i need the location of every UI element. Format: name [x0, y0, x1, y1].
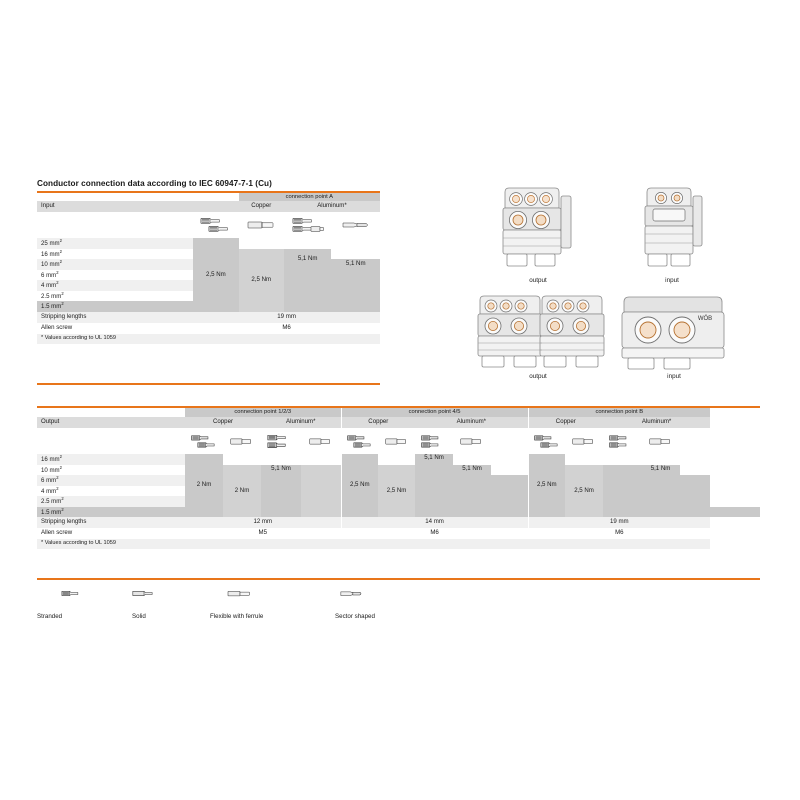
blank-cell: [680, 454, 710, 465]
value-copper-ferrule: 2,5 Nm: [251, 275, 272, 283]
spacer-cell: [37, 408, 185, 417]
page-title: Conductor connection data according to IEC 60947-7-1 (Cu): [37, 179, 272, 188]
ferrule-conductor-icon: [571, 436, 597, 447]
legend-label-ferrule: Flexible with ferrule: [210, 613, 264, 620]
legend-item-sector: [337, 588, 367, 600]
row-label: [37, 496, 185, 507]
product-bottom-right: [620, 292, 730, 377]
icon-cell-g2-alu-stranded: [415, 428, 453, 454]
solid-conductor-icon: [130, 588, 158, 600]
row-label-sup: 2: [56, 485, 59, 491]
value-g2-copper-ferrule: 2,5 Nm: [378, 465, 415, 518]
product-caption-top-left: output: [529, 277, 547, 284]
allen-label: Allen screw: [37, 323, 193, 334]
ferrule-conductor-icon: [384, 436, 410, 447]
spacer-cell: [193, 193, 238, 201]
value-g1-copper-ferrule: 2 Nm: [223, 465, 261, 518]
icon-cell-g1-copper-stranded: [185, 428, 223, 454]
row-label: [37, 249, 193, 260]
stripping-label: Stripping lengths: [37, 312, 193, 323]
row-label-text: 6 mm: [41, 477, 57, 485]
icon-cell-g1-alu-stranded: [261, 428, 301, 454]
value-g2-alu-stranded: 5,1 Nm: [415, 454, 453, 507]
stripping-value-1: 12 mm: [185, 517, 341, 528]
col-header-copper: Copper: [239, 201, 284, 212]
icon-cell-copper-ferrule: [239, 212, 284, 238]
blank-cell: [641, 454, 680, 465]
stranded-conductor-icon: [291, 215, 325, 235]
blank-cell: [223, 454, 261, 465]
spacer-cell: [37, 193, 193, 201]
table-input: [37, 193, 380, 344]
ferrule-conductor-icon: [246, 219, 276, 231]
product-top-left: [497, 186, 579, 279]
ferrule-conductor-icon: [459, 436, 485, 447]
value-alu-sector-blank: [331, 249, 380, 260]
value-g3-copper-ferrule: 2,5 Nm: [565, 465, 603, 518]
legend-item-stranded: [59, 588, 89, 600]
conductor-type-legend: [37, 588, 437, 628]
col-header-aluminum-3: Aluminum*: [603, 417, 710, 428]
group-header-connection-point-a: connection point A: [239, 193, 380, 201]
icon-cell-g3-alu-stranded: [603, 428, 641, 454]
row-label-sup: 2: [61, 496, 64, 502]
icon-cell-g2-copper-ferrule: [378, 428, 415, 454]
row-label-text: 10 mm: [41, 261, 60, 269]
product-caption-bottom-right: input: [667, 373, 681, 380]
allen-value-2: M6: [341, 528, 528, 539]
icon-cell-g1-alu-ferrule: [301, 428, 341, 454]
col-header-aluminum-1: Aluminum*: [261, 417, 341, 428]
table-output-bottom-rule: [37, 578, 760, 580]
icon-row-spacer: [37, 212, 193, 238]
allen-value: M6: [193, 323, 380, 334]
value-g3-alu-stranded: 5,1 Nm: [641, 465, 680, 518]
value-g2-copper-stranded: 2,5 Nm: [341, 454, 378, 517]
row-label: [37, 238, 193, 249]
blank-cell: [680, 465, 710, 476]
table-input-footnote: * Values according to UL 1059: [37, 334, 380, 344]
blank-cell: [491, 454, 528, 465]
row-label-sup: 2: [56, 269, 59, 275]
value-g2-alu-sector: 5,1 Nm: [453, 465, 491, 518]
value-g1-copper-stranded: 2 Nm: [185, 454, 223, 517]
group-header-cp-123: connection point 1/2/3: [185, 408, 341, 417]
stripping-label: Stripping lengths: [37, 517, 185, 528]
stranded-conductor-icon: [189, 432, 219, 451]
stranded-conductor-icon: [59, 588, 89, 600]
value-g3-copper-stranded: 2,5 Nm: [528, 454, 565, 517]
value-g1-alu-ferrule: [301, 465, 341, 518]
row-label-text: 4 mm: [41, 282, 57, 290]
product-marking: WÖB: [697, 316, 713, 322]
ferrule-conductor-icon: [308, 436, 334, 447]
value-copper-ferrule-cell: [239, 249, 284, 312]
row-label: [37, 291, 193, 302]
spacer-cell: [193, 201, 238, 212]
sector-shaped-conductor-icon: [337, 588, 367, 600]
stranded-conductor-icon: [265, 432, 297, 451]
col-header-output: Output: [37, 417, 185, 428]
row-label: [37, 465, 185, 476]
allen-value-3: M6: [528, 528, 710, 539]
group-header-cp-b: connection point B: [528, 408, 710, 417]
value-alu-sector: 5,1 Nm: [331, 259, 380, 312]
product-bottom-left: [474, 292, 608, 377]
icon-cell-g3-copper-ferrule: [565, 428, 603, 454]
icon-cell-g3-alu-ferrule: [641, 428, 680, 454]
row-label-sup: 2: [59, 464, 62, 470]
icon-cell-alu-sector: [331, 212, 380, 238]
col-header-input: Input: [37, 201, 193, 212]
icon-cell-copper-stranded: [193, 212, 238, 238]
table-input-bottom-rule: [37, 383, 380, 385]
value-alu-stranded-blank: [284, 238, 331, 249]
table-output-footnote: * Values according to UL 1059: [37, 539, 710, 549]
allen-value-1: M5: [185, 528, 341, 539]
blank-cell: [491, 465, 528, 476]
value-g3-alu-left: [603, 465, 641, 518]
row-label-text: 2.5 mm: [41, 498, 62, 506]
stranded-conductor-icon: [199, 215, 233, 235]
row-label-text: 1.5 mm: [41, 508, 62, 516]
row-label-sup: 2: [56, 475, 59, 481]
ferrule-conductor-icon: [648, 436, 674, 447]
sector-shaped-conductor-icon: [340, 219, 372, 231]
row-label-sup: 2: [59, 259, 62, 265]
terminal-block-illustration: [637, 186, 709, 274]
value-copper-ferrule-blank: [239, 238, 284, 249]
product-caption-top-right: input: [665, 277, 679, 284]
legend-label-sector: Sector shaped: [335, 613, 375, 620]
row-label: [37, 475, 185, 486]
row-label-text: 16 mm: [41, 456, 60, 464]
product-top-right: [637, 186, 709, 279]
ferrule-conductor-icon: [225, 588, 255, 600]
col-header-copper-3: Copper: [528, 417, 603, 428]
blank-cell: [565, 454, 603, 465]
icon-cell-g1-copper-ferrule: [223, 428, 261, 454]
stranded-conductor-icon: [419, 432, 449, 451]
icon-cell-g2-alu-sector: [491, 428, 528, 454]
col-header-aluminum: Aluminum*: [284, 201, 380, 212]
row-label: [37, 301, 193, 312]
blank-cell: [261, 454, 301, 465]
row-label-sup: 2: [61, 301, 64, 307]
stranded-conductor-icon: [345, 432, 375, 451]
icon-cell-g3-copper-stranded: [528, 428, 565, 454]
terminal-block-illustration: [497, 186, 579, 274]
icon-cell-alu-stranded: [284, 212, 331, 238]
blank-cell: [301, 454, 341, 465]
icon-cell-g2-alu-ferrule: [453, 428, 491, 454]
row-label-text: 10 mm: [41, 466, 60, 474]
col-header-copper-1: Copper: [185, 417, 261, 428]
row-label-text: 6 mm: [41, 271, 57, 279]
row-label-text: 4 mm: [41, 487, 57, 495]
row-label: [37, 280, 193, 291]
col-header-aluminum-2: Aluminum*: [415, 417, 528, 428]
group-header-cp-45: connection point 4/5: [341, 408, 528, 417]
stripping-value-3: 19 mm: [528, 517, 710, 528]
row-label-text: 25 mm: [41, 240, 60, 248]
row-label-sup: 2: [59, 248, 62, 254]
product-caption-bottom-left: output: [529, 373, 547, 380]
row-label: [37, 486, 185, 497]
row-label-text: 1.5 mm: [41, 303, 62, 311]
legend-item-ferrule: [225, 588, 255, 600]
row-label-text: 16 mm: [41, 250, 60, 258]
blank-cell: [415, 507, 453, 518]
legend-label-solid: Solid: [132, 613, 146, 620]
value-alu-sector-blank: [331, 238, 380, 249]
row-label-sup: 2: [61, 506, 64, 512]
row-label: [37, 259, 193, 270]
icon-cell-g2-copper-stranded: [341, 428, 378, 454]
blank-cell: [378, 454, 415, 465]
row-label-sup: 2: [59, 238, 62, 244]
row-label: [37, 454, 185, 465]
value-g1-alu-stranded: 5,1 Nm: [261, 465, 301, 518]
row-label-sup: 2: [56, 280, 59, 286]
stranded-conductor-icon: [607, 432, 637, 451]
terminal-block-illustration: [474, 292, 608, 372]
row-label-sup: 2: [61, 290, 64, 296]
stranded-conductor-icon: [532, 432, 562, 451]
stripping-value: 19 mm: [193, 312, 380, 323]
terminal-block-illustration: [620, 292, 730, 372]
stripping-value-2: 14 mm: [341, 517, 528, 528]
blank-cell: [754, 507, 760, 518]
row-label-sup: 2: [59, 454, 62, 460]
ferrule-conductor-icon: [229, 436, 255, 447]
legend-item-solid: [130, 588, 158, 600]
row-label: [37, 507, 185, 518]
table-output: [37, 408, 760, 549]
value-g3-alu-extra: [680, 475, 710, 517]
icon-cell-g3-alu-sector: [680, 428, 710, 454]
value-copper-stranded: 2,5 Nm: [193, 238, 238, 312]
row-label-text: 2.5 mm: [41, 292, 62, 300]
blank-cell: [603, 454, 641, 465]
value-g2-alu-extra: [491, 475, 528, 517]
icon-row-spacer: [37, 428, 185, 454]
value-alu-stranded: 5,1 Nm: [284, 249, 331, 312]
legend-label-stranded: Stranded: [37, 613, 63, 620]
col-header-copper-2: Copper: [341, 417, 415, 428]
row-label: [37, 270, 193, 281]
allen-label: Allen screw: [37, 528, 185, 539]
blank-cell: [453, 454, 491, 465]
